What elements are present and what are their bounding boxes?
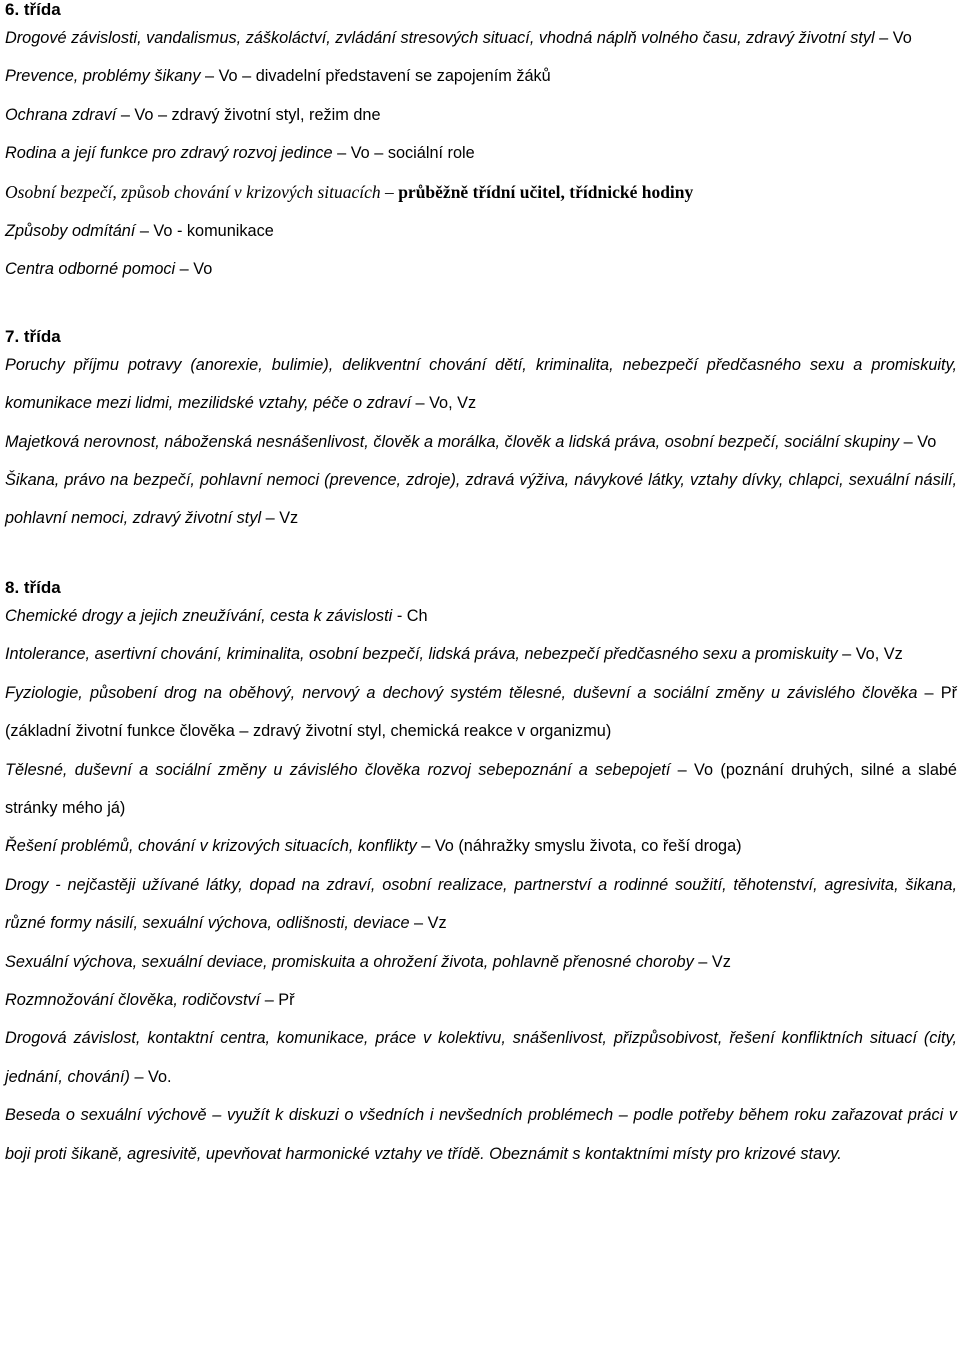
subject-note: - Ch xyxy=(392,606,428,625)
topic-text: Prevence, problémy šikany xyxy=(5,67,201,86)
topic-text: Beseda o sexuální výchově – využít k diskuzi o všedních i nevšedních problémech – podle potřeby během roku zařazovat práci v boji proti šikaně, agresivitě, upevňovat harmonické vztahy ve třídě. Obeznámit s kontaktními místy pro krizové stavy. xyxy=(5,1106,957,1163)
paragraph xyxy=(5,674,957,751)
section-spacer xyxy=(5,289,957,327)
subject-note: – Vo. xyxy=(129,1067,172,1086)
topic-text: Osobní bezpečí, způsob chování v krizových situacích – xyxy=(5,181,399,202)
topic-text: Řešení problémů, chování v krizových situacích, konflikty xyxy=(5,837,417,856)
section-heading: 8. třída xyxy=(5,577,61,597)
subject-note: – Vo - komunikace xyxy=(135,222,274,241)
paragraph xyxy=(5,134,957,172)
subject-note: – Př (základní životní funkce člověka – zdravý životní styl, chemická reakce v organizmu) xyxy=(5,683,957,741)
paragraph xyxy=(5,57,957,95)
subject-note: – Vo, Vz xyxy=(837,645,903,664)
paragraph xyxy=(5,346,957,423)
section-grade-8 xyxy=(5,578,957,1173)
topic-text: Poruchy příjmu potravy (anorexie, bulimie), delikventní chování dětí, kriminalita, nebezpečí předčasného sexu a promiskuity, komunikace mezi lidmi, mezilidské vztahy, péče o zdraví xyxy=(5,355,957,413)
topic-text: Šikana, právo na bezpečí, pohlavní nemoci (prevence, zdroje), zdravá výživa, návykové látky, vztahy dívky, chlapci, sexuální násilí, pohlavní nemoci, zdravý životní styl xyxy=(5,471,957,528)
subject-note: – Př xyxy=(260,990,295,1009)
section-grade-7 xyxy=(5,327,957,538)
subject-note: – Vo xyxy=(175,260,213,279)
section-heading: 6. třída xyxy=(5,0,61,19)
section-heading: 7. třída xyxy=(5,326,61,346)
topic-text: Drogové závislosti, vandalismus, záškoláctví, zvládání stresových situací, vhodná náplň volného času, zdravý životní styl xyxy=(5,29,875,47)
topic-text: Intolerance, asertivní chování, kriminalita, osobní bezpečí, lidská práva, nebezpečí předčasného sexu a promiskuity xyxy=(5,645,838,664)
paragraph xyxy=(5,1096,957,1173)
paragraph xyxy=(5,943,957,981)
paragraph xyxy=(5,866,957,943)
topic-text: Rodina a její funkce pro zdravý rozvoj jedince xyxy=(5,144,333,163)
paragraph xyxy=(5,461,957,538)
subject-note: – Vo – zdravý životní styl, režim dne xyxy=(116,105,381,124)
subject-note: – Vo (náhražky smyslu života, co řeší droga) xyxy=(416,837,742,856)
paragraph xyxy=(5,1019,957,1096)
topic-text: Ochrana zdraví xyxy=(5,105,117,124)
topic-text: Fyziologie, působení drog na oběhový, nervový a dechový systém tělesné, duševní a sociální změny u závislého člověka xyxy=(5,683,918,702)
topic-text: Rozmnožování člověka, rodičovství xyxy=(5,990,261,1009)
subject-note: – Vz xyxy=(693,952,731,971)
topic-text: Sexuální výchova, sexuální deviace, promiskuita a ohrožení života, pohlavně přenosné choroby xyxy=(5,952,694,971)
subject-note: – Vz xyxy=(261,509,299,528)
subject-note: – Vo (poznání druhých, silné a slabé stránky mého já) xyxy=(5,760,957,817)
section-grade-6 xyxy=(5,0,957,289)
paragraph xyxy=(5,423,957,461)
paragraph xyxy=(5,173,957,212)
paragraph xyxy=(5,597,957,635)
subject-note: průběžně třídní učitel, třídnické hodiny xyxy=(398,181,694,202)
topic-text: Drogy - nejčastěji užívané látky, dopad na zdraví, osobní realizace, partnerství a rodinné soužití, těhotenství, agresivita, šikana, různé formy násilí, sexuální výchova, odlišnosti, deviace xyxy=(5,875,957,933)
subject-note: – Vo xyxy=(874,29,912,47)
topic-text: Centra odborné pomoci xyxy=(5,260,176,279)
subject-note: – Vo – sociální role xyxy=(332,144,475,163)
paragraph xyxy=(5,827,957,865)
subject-note: – Vo xyxy=(899,432,937,451)
paragraph xyxy=(5,96,957,134)
paragraph xyxy=(5,212,957,250)
paragraph xyxy=(5,635,957,673)
section-spacer xyxy=(5,538,957,578)
topic-text: Způsoby odmítání xyxy=(5,222,136,241)
paragraph xyxy=(5,981,957,1019)
paragraph xyxy=(5,19,957,57)
subject-note: – Vz xyxy=(409,914,447,933)
document-page xyxy=(5,0,957,1173)
topic-text: Tělesné, duševní a sociální změny u závislého člověka rozvoj sebepoznání a sebepojetí xyxy=(5,760,671,779)
topic-text: Majetková nerovnost, náboženská nesnášenlivost, člověk a morálka, člověk a lidská práva, osobní bezpečí, sociální skupiny xyxy=(5,432,900,451)
subject-note: – Vo, Vz xyxy=(410,394,477,413)
subject-note: – Vo – divadelní představení se zapojením žáků xyxy=(200,67,551,86)
paragraph xyxy=(5,250,957,288)
paragraph xyxy=(5,751,957,828)
topic-text: Drogová závislost, kontaktní centra, komunikace, práce v kolektivu, snášenlivost, přizpůsobivost, řešení konfliktních situací (city, jednání, chování) xyxy=(5,1029,957,1086)
topic-text: Chemické drogy a jejich zneužívání, cesta k závislosti xyxy=(5,606,393,625)
